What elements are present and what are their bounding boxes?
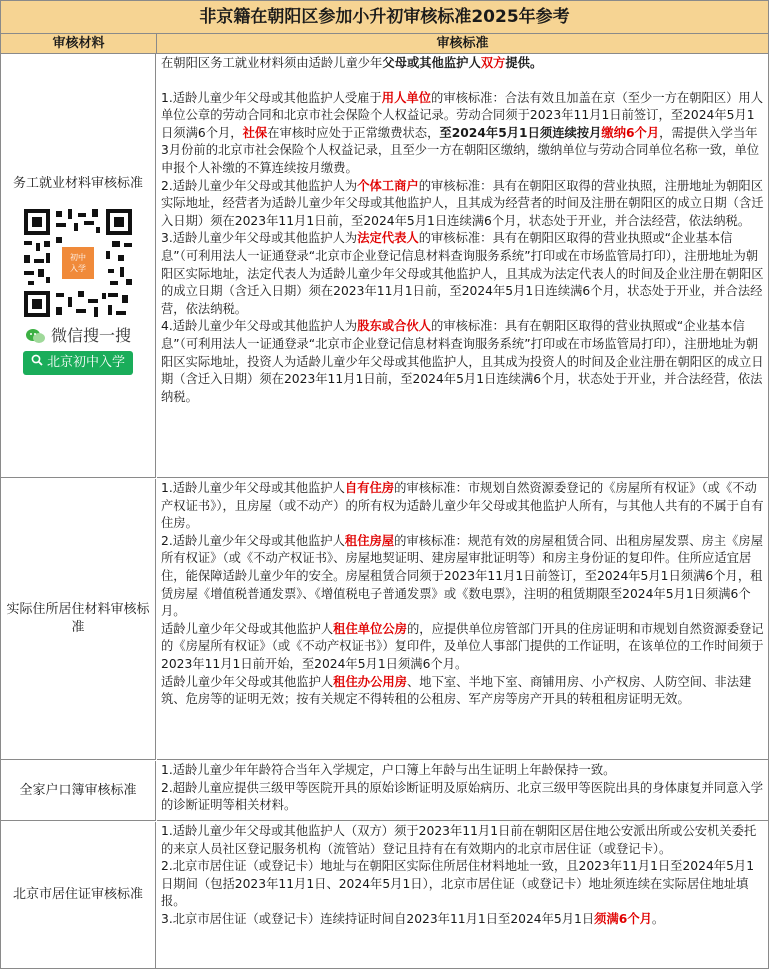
row-housing-standard <box>157 479 768 760</box>
row-hukou-label: 全家户口簿审核标准 <box>1 761 156 821</box>
header-standard: 审核标准 <box>157 34 768 54</box>
row-work-label-cell <box>1 54 156 478</box>
wechat-icon <box>25 327 47 345</box>
row-housing-label: 实际住所居住材料审核标准 <box>1 479 156 760</box>
wechat-search-text: 微信搜一搜 <box>50 325 131 345</box>
wechat-search-caption <box>25 327 131 345</box>
work-item-shareholder: 4.适龄儿童少年父母或其他监护人为股东或合伙人的审核标准：具有在朝阳区取得的营业执照或“企业基本信息”（可利用法人一证通登录“北京市企业登记信息材料查询服务系统”打印或在市场监管局打印），注册地址为朝阳区实际地址，投资人为适龄儿童少年父母或其他监护人，且其成为投资人的时间及企业注册在朝阳区的成立日期（含迁入日期）须在2023年11月1日前，至2024年5月1日连续满6个月，状态处于开业，并合法经营，依法纳税。 <box>161 319 764 404</box>
header-materials: 审核材料 <box>1 34 157 54</box>
search-button-label: 北京初中入学 <box>46 354 125 370</box>
search-beijing-button[interactable] <box>23 351 133 375</box>
row-work-standard <box>157 54 768 478</box>
residence-item-register: 1.适龄儿童少年父母或其他监护人（双方）须于2023年11月1日前在朝阳区居住地公安派出所或公安机关委托的来京人员社区登记服务机构（流管站）登记且持有在有效期内的北京市居住证（或登记卡）。 <box>161 824 757 856</box>
work-item-legal-representative: 3.适龄儿童少年父母或其他监护人为法定代表人的审核标准：具有在朝阳区取得的营业执照或“企业基本信息”（可利用法人一证通登录“北京市企业登记信息材料查询服务系统”打印或在市场监管局打印），注册地址为朝阳区实际地址，法定代表人为适龄儿童少年父母或其他监护人，且其成为法定代表人的时间及企业注册在朝阳区的成立日期（含迁入日期）须在2023年11月1日前，至2024年5月1日连续满6个月，状态处于开业，并合法经营，依法纳税。 <box>161 231 764 316</box>
work-item-individual-business: 2.适龄儿童少年父母或其他监护人为个体工商户的审核标准：具有在朝阳区取得的营业执照，注册地址为朝阳区实际地址，经营者为适龄儿童少年父母或其他监护人，且其成为经营者的时间及注册在朝阳区的成立日期（含迁入日期）须在2023年11月1日前，至2024年5月1日连续满6个月，状态处于开业，并合法经营，依法纳税。 <box>161 178 764 228</box>
row-residence-label: 北京市居住证审核标准 <box>1 822 156 968</box>
svg-text:初中: 初中 <box>69 252 86 262</box>
page-title: 非京籍在朝阳区参加小升初审核标准2025年参考 <box>1 1 768 34</box>
housing-item-unit-public: 适龄儿童少年父母或其他监护人租住单位公房的，应提供单位房管部门开具的住房证明和市规划自然资源委登记的《房屋所有权证》（或《不动产权证书》）复印件，及单位人事部门提供的工作证明，在该单位的工作时间须于2023年11月1日前开始，至2024年5月1日须满6个月。 <box>161 621 764 671</box>
housing-item-own: 1.适龄儿童少年父母或其他监护人自有住房的审核标准：市规划自然资源委登记的《房屋所有权证》（或《不动产权证书》），且房屋（或不动产）的所有权为适龄儿童少年父母或其他监护人所有，与其他人共有的不属于自有住房。 <box>161 481 764 531</box>
housing-item-invalid: 适龄儿童少年父母或其他监护人租住办公用房、地下室、半地下室、商铺用房、小产权房、人防空间、非法建筑、危房等的证明无效；按有关规定不得转租的公租房、军产房等房产开具的转租租房证明无效。 <box>161 674 752 707</box>
residence-item-duration: 3.北京市居住证（或登记卡）连续持证时间自2023年11月1日至2024年5月1日须满6个月。 <box>161 911 665 926</box>
housing-item-rent: 2.适龄儿童少年父母或其他监护人租住房屋的审核标准：规范有效的房屋租赁合同、出租房屋发票、房主《房屋所有权证》（或《不动产权证书》、房屋地契证明、建房屋审批证明等）和房主身份证的复印件。住所应适宜居住，能保障适龄儿童少年的安全。房屋租赁合同须于2023年11月1日前签订，至2024年5月1日须满6个月，租赁房屋《增值税普通发票》、《增值税电子普通发票》或《数电票》，注明的租赁期限至2024年5月1日须满6个月。 <box>161 533 764 619</box>
residence-item-address: 2.北京市居住证（或登记卡）地址与在朝阳区实际住所居住材料地址一致，且2023年11月1日至2024年5月1日期间（包括2023年11月1日、2024年5月1日），北京市居住证（或登记卡）地址须连续在实际居住地址填报。 <box>161 859 755 909</box>
hukou-item-age: 1.适龄儿童少年年龄符合当年入学规定，户口簿上年龄与出生证明上年龄保持一致。 <box>161 763 616 777</box>
qr-code[interactable] <box>22 207 134 319</box>
search-icon <box>31 354 43 372</box>
work-item-employee: 1.适龄儿童少年父母或其他监护人受雇于用人单位的审核标准：合法有效且加盖在京（至少一方在朝阳区）用人单位公章的劳动合同和北京市社会保险个人权益记录。劳动合同须于2023年11月1日前签订，至2024年5月1日须满6个月，社保在审核时应处于正常缴费状态，至2024年5月1日须连续按月缴纳6个月，需提供入学当年3月份前的北京市社会保险个人权益记录，且至少一方在朝阳区缴纳，缴纳单位与劳动合同单位名称一致，单位申报个人补缴的不算连续按月缴费。 <box>161 90 764 175</box>
work-intro: 在朝阳区务工就业材料须由适龄儿童少年父母或其他监护人双方提供。 <box>161 56 543 70</box>
hukou-item-overage: 2.超龄儿童应提供三级甲等医院开具的原始诊断证明及原始病历、北京三级甲等医院出具的身体康复并同意入学的诊断证明等相关材料。 <box>161 780 763 813</box>
qr-code-graphic <box>22 207 134 319</box>
row-work-label: 务工就业材料审核标准 <box>12 175 143 191</box>
row-residence-standard <box>157 822 768 968</box>
svg-text:入学: 入学 <box>69 263 86 273</box>
row-hukou-standard <box>157 761 768 821</box>
